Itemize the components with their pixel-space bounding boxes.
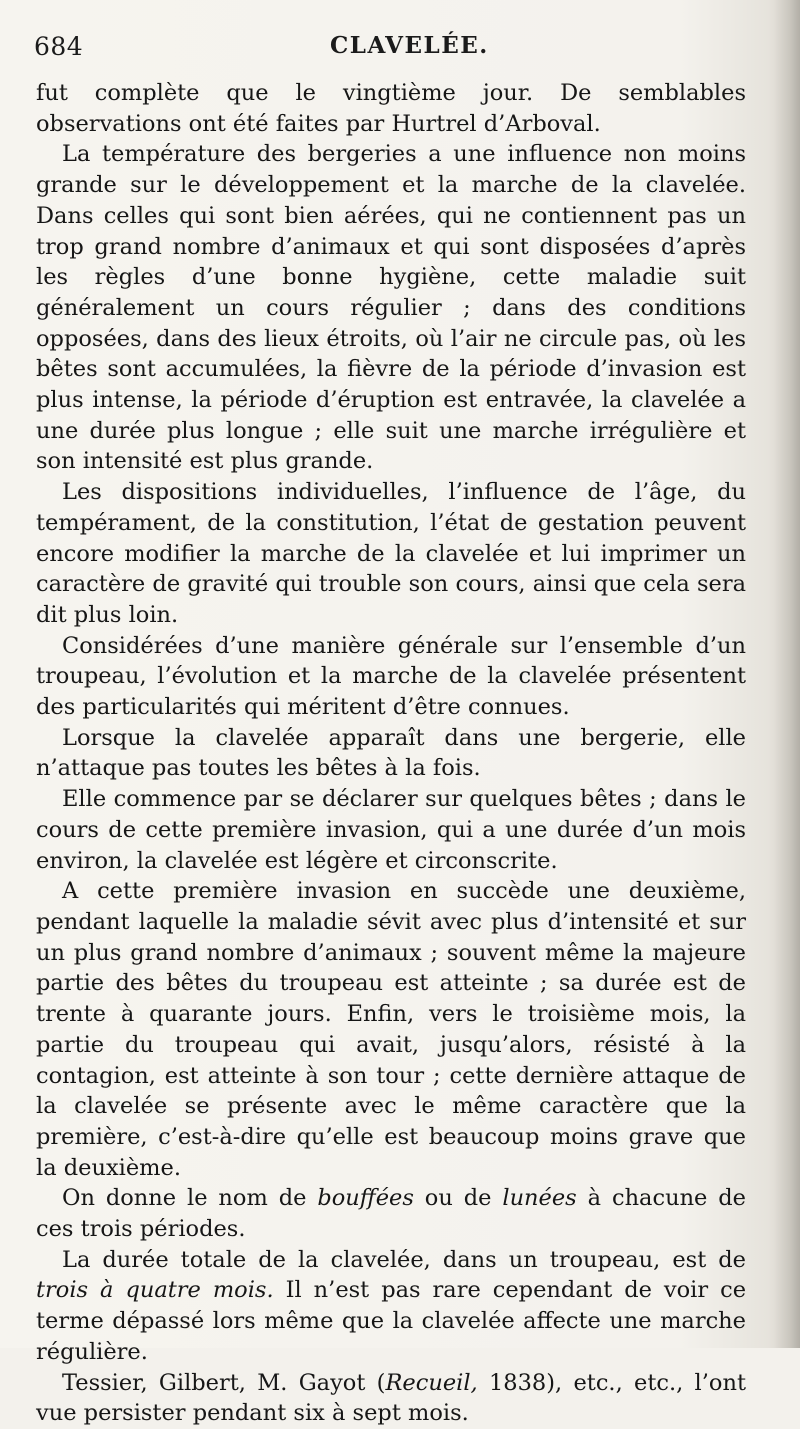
paragraph-temperature: La température des bergeries a une influence non moins grande sur le développement et la marche de la clavelée. Dans celles qui sont bien aérées, qui ne contiennent pas un trop grand nombre d’animaux et qui sont disposées d’après les règles d’une bonne hygiène, cette maladie suit généralement un cours régulier ; dans des conditions opposées, dans des lieux étroits, où l’air ne circule pas, où les bêtes sont accumulées, la fièvre de la période d’invasion est plus intense, la période d’éruption est entravée, la clavelée a une durée plus longue ; elle suit une marche irrégulière et son intensité est plus grande. [36,141,746,475]
paragraph-total-duration [36,1245,746,1368]
paragraph-herd-evolution: Considérées d’une manière générale sur l’ensemble d’un troupeau, l’évolution et la marche de la clavelée présentent des particularités qui méritent d’être connues. [36,632,746,721]
paragraph-bouffees [36,1183,746,1244]
paragraph-citation [36,1368,746,1429]
page-header [34,30,760,66]
page-edge-shadow [774,0,800,1348]
page-number: 684 [34,32,84,61]
italic-source-recueil: Recueil, [385,1369,478,1396]
text-run: 1838), etc., etc., l’ont vue persister pendant six à sept mois. [36,1369,746,1427]
text-run: La durée totale de la clavelée, dans un troupeau, est de [62,1246,746,1273]
italic-term-bouffees: bouffées [317,1185,414,1212]
paragraph-continuation: fut complète que le vingtième jour. De semblables observations ont été faites par Hurtrel d’Arboval. [36,80,746,137]
italic-term-lunees: lunées [502,1185,577,1212]
text-run: ou de [413,1185,503,1212]
italic-duration: trois à quatre mois. [36,1277,274,1304]
running-head: CLAVELÉE. [330,32,489,59]
text-run: Il n’est pas rare cependant de voir ce terme dépassé lors même que la clavelée affecte une marche régulière. [36,1277,747,1365]
paragraph-appearance: Lorsque la clavelée apparaît dans une bergerie, elle n’attaque pas toutes les bêtes à la fois. [36,724,746,782]
paragraph-second-invasion: A cette première invasion en succède une deuxième, pendant laquelle la maladie sévit avec plus d’intensité et sur un plus grand nombre d’animaux ; souvent même la majeure partie des bêtes du troupeau est atteinte ; sa durée est de trente à quarante jours. Enfin, vers le troisième mois, la partie du troupeau qui avait, jusqu’alors, résisté à la contagion, est atteinte à son tour ; cette dernière attaque de la clavelée se présente avec le même caractère que la première, c’est-à-dire qu’elle est beaucoup moins grave que la deuxième. [36,878,746,1181]
text-run: On donne le nom de [62,1185,318,1212]
paragraph-first-invasion: Elle commence par se déclarer sur quelques bêtes ; dans le cours de cette première invasion, qui a une durée d’un mois environ, la clavelée est légère et circonscrite. [36,786,746,874]
text-run: à chacune de ces trois périodes. [36,1185,746,1243]
text-run: Tessier, Gilbert, M. Gayot ( [62,1369,386,1396]
paragraph-individual-dispositions: Les dispositions individuelles, l’influence de l’âge, du tempérament, de la constitution, l’état de gestation peuvent encore modifier la marche de la clavelée et lui imprimer un caractère de gravité qui trouble son cours, ainsi que cela sera dit plus loin. [36,479,746,628]
body-text [36,78,746,1429]
